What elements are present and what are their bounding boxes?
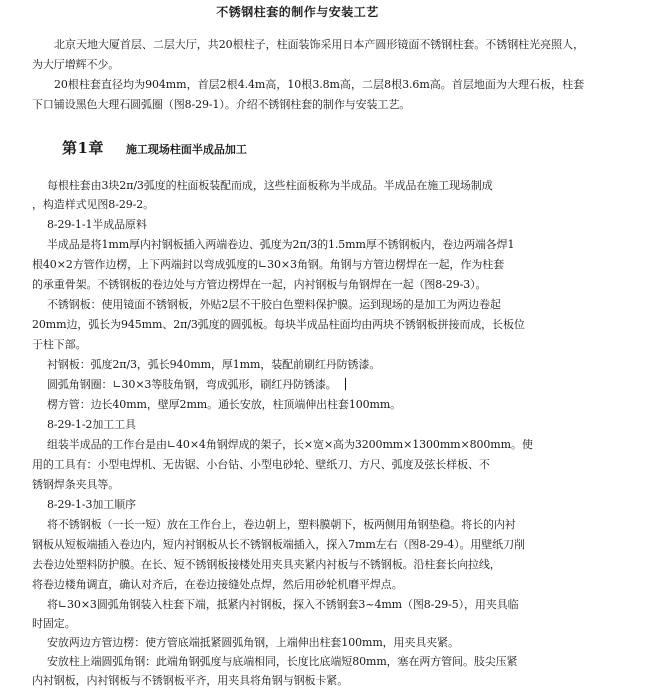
body-line-4: 半成品是将1mm厚内衬钢板插入两端卷边、弧度为2π/3的1.5mm厚不锈钢板内，卷边两端各焊1 bbox=[47, 238, 515, 251]
body-line-23: 时固定。 bbox=[32, 617, 76, 630]
body-line-22: 将∟30×3圆弧角钢装入柱套下端，抵紧内衬钢板，探入不锈钢套3~4mm（图8-29-5），用夹具临 bbox=[47, 598, 519, 611]
body-line-11 bbox=[47, 375, 647, 395]
section-heading-sequence: 8-29-1-3加工顺序 bbox=[47, 498, 136, 511]
body-line-24: 安放两边方管边楞：使方管底端抵紧圆弧角钢，上端伸出柱套100mm，用夹具夹紧。 bbox=[47, 636, 459, 649]
body-line-18: 将不锈钢板（一长一短）放在工作台上，卷边朝上，塑料膜朝下，板两侧用角钢垫稳。将长的内衬 bbox=[47, 518, 516, 531]
text-cursor-icon bbox=[345, 378, 347, 390]
body-line-20: 去卷边处塑料防护膜。在长、短不锈钢板接楼处用夹具夹紧内衬板与不锈钢板。沿柱套长向拉线， bbox=[32, 558, 501, 571]
body-line-9: 于柱下部。 bbox=[32, 338, 87, 351]
chapter-number: 第1章 bbox=[62, 139, 104, 157]
body-line-6: 的承重骨架。不锈钢板的卷边处与方管边楞焊在一起，内衬钢板与角钢焊在一起（图8-29-3）。 bbox=[32, 278, 487, 291]
body-line-26: 内衬钢板，内衬钢板与不锈钢板平齐，用夹具将角钢与钢板卡紧。 bbox=[32, 674, 349, 687]
body-line-10: 衬钢板：弧度2π/3，弧长940mm，厚1mm，装配前刷红丹防锈漆。 bbox=[47, 358, 381, 371]
section-heading-tools: 8-29-1-2加工工具 bbox=[47, 418, 136, 431]
body-line-16: 锈钢焊条夹具等。 bbox=[32, 478, 120, 491]
document-title: 不锈钢柱套的制作与安装工艺 bbox=[216, 5, 379, 19]
body-line-8: 20mm边，弧长为945mm、2π/3弧度的圆弧板。每块半成品柱面均由两块不锈钢板拼接而成，长板位 bbox=[32, 318, 525, 331]
body-line-21: 将卷边楼角调直，确认对齐后，在卷边接缝处点焊，然后用砂轮机磨平焊点。 bbox=[32, 578, 403, 591]
body-line-15: 用的工具有：小型电焊机、无齿锯、小台钻、小型电砂轮、壁纸刀、方尺、弧度及弦长样板、不 bbox=[32, 458, 490, 471]
chapter-name: 施工现场柱面半成品加工 bbox=[125, 143, 247, 156]
body-line-1: 每根柱套由3块2π/3弧度的柱面板装配而成，这些柱面板称为半成品。半成品在施工现场制成 bbox=[47, 179, 493, 192]
body-line-11-text: 圆弧角钢圈：∟30×3等肢角钢，弯成弧形，刷红丹防锈漆。 bbox=[47, 378, 337, 391]
body-line-5: 根40×2方管作边楞，上下两端封以弯成弧度的∟30×3角钢。角钢与方管边楞焊在一起，作为柱套 bbox=[32, 258, 505, 271]
body-line-25: 安放柱上端圆弧角钢：此端角钢弧度与底端相同，长度比底端短80mm，塞在两方管间。肢尖压紧 bbox=[47, 655, 518, 668]
intro-paragraph-2: 20根柱套直径均为904mm，首层2根4.4m高，10根3.8m高，二层8根3.6m高。首层地面为大理石板，柱套下口铺设黑色大理石圆弧圈（图8-29-1）。介绍不锈钢柱套的制作与安装工艺。 bbox=[32, 78, 584, 111]
chapter-heading bbox=[62, 137, 247, 158]
body-line-19: 钢板从短板端插入卷边内，短内衬钢板从长不锈钢板端插入，探入7mm左右（图8-29-4）。用壁纸刀削 bbox=[32, 538, 525, 551]
body-line-7: 不锈钢板：使用镜面不锈钢板，外贴2层不干胶白色塑料保护膜。运到现场的是加工为两边卷起 bbox=[47, 298, 501, 311]
section-heading-materials: 8-29-1-1半成品原料 bbox=[47, 218, 147, 231]
body-line-14: 组装半成品的工作台是由∟40×4角钢焊成的架子，长×宽×高为3200mm×1300mm×800mm。使 bbox=[47, 438, 533, 451]
body-line-12: 楞方管：边长40mm，壁厚2mm。通长安放，柱顶端伸出柱套100mm。 bbox=[47, 398, 402, 411]
body-line-2: ，构造样式见图8-29-2。 bbox=[32, 198, 155, 211]
intro-paragraph-1: 北京天地大厦首层、二层大厅，共20根柱子，柱面装饰采用日本产圆形镜面不锈钢柱套。不锈钢柱光亮照人，为大厅增辉不少。 bbox=[32, 38, 584, 71]
